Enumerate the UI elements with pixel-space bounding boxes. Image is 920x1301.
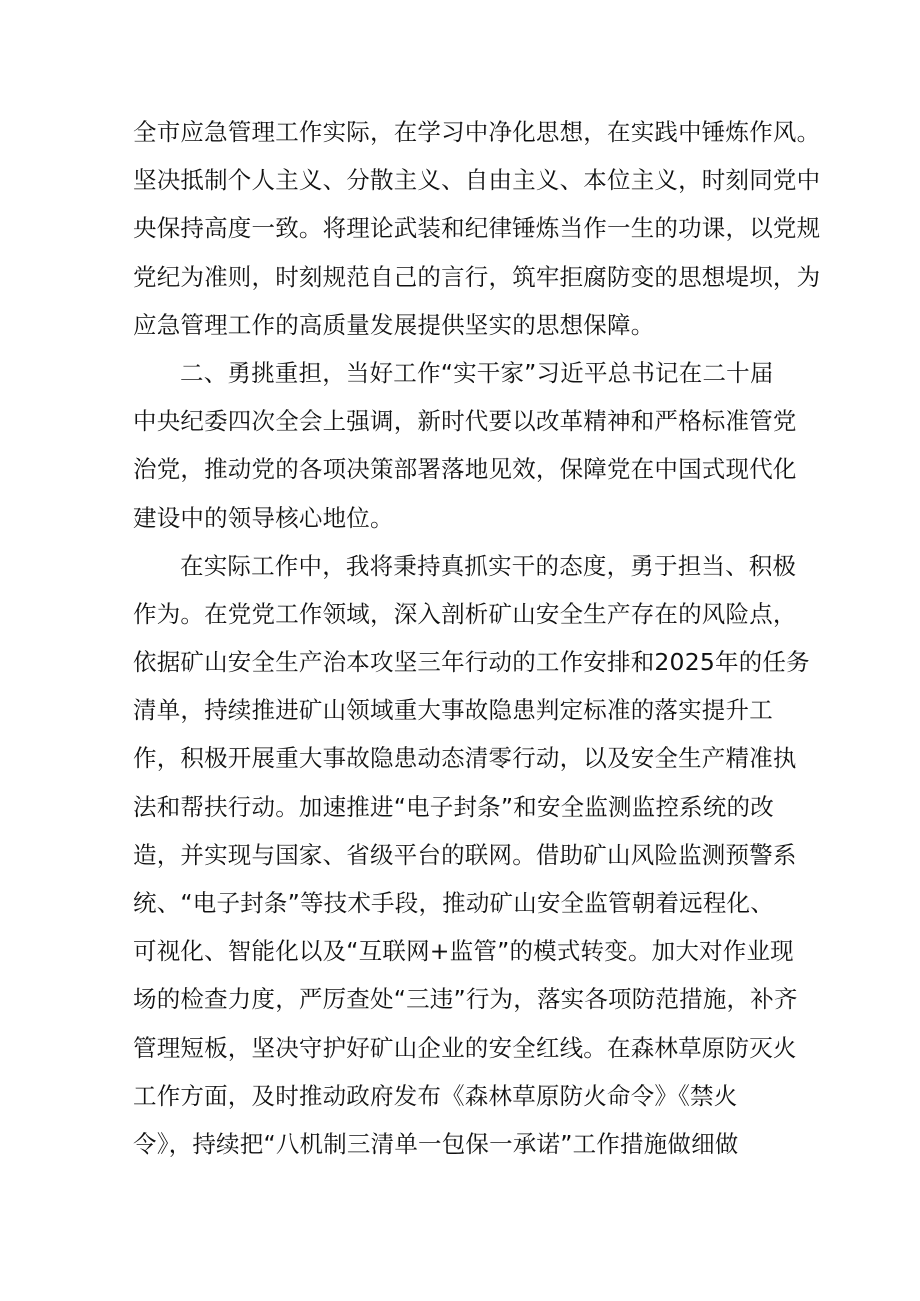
text-line: 场的检查力度，严厉查处“三违”行为，落实各项防范措施，补齐 — [133, 985, 798, 1014]
section-heading-line: 二、勇挑重担，当好工作“实干家”习近平总书记在二十届 — [180, 358, 774, 387]
paragraph-start-line: 在实际工作中，我将秉持真抓实干的态度，勇于担当、积极 — [180, 551, 797, 580]
text-line: 工作方面，及时推动政府发布《森林草原防火命令》《禁火 — [133, 1081, 738, 1110]
text-line: 中央纪委四次全会上强调，新时代要以改革精神和严格标准管党 — [133, 407, 797, 436]
text-line: 治党，推动党的各项决策部署落地见效，保障党在中国式现代化 — [133, 455, 797, 484]
text-line: 清单，持续推进矿山领域重大事故隐患判定标准的落实提升工 — [133, 696, 773, 725]
text-line: 管理短板，坚决守护好矿山企业的安全红线。在森林草原防灭火 — [133, 1033, 797, 1062]
text-line: 应急管理工作的高质量发展提供坚实的思想保障。 — [133, 310, 655, 339]
body-text — [133, 108, 821, 1168]
text-line: 坚决抵制个人主义、分散主义、自由主义、本位主义，时刻同党中 — [133, 166, 821, 195]
text-line: 统、“电子封条”等技术手段，推动矿山安全监管朝着远程化、 — [133, 889, 774, 917]
text-line: 造，并实现与国家、省级平台的联网。借助矿山风险监测预警系 — [133, 840, 797, 869]
text-line: 法和帮扶行动。加速推进“电子封条”和安全监测监控系统的改 — [133, 792, 774, 821]
text-line: 建设中的领导核心地位。 — [133, 503, 394, 532]
text-line: 可视化、智能化以及“互联网+监管”的模式转变。加大对作业现 — [133, 937, 794, 966]
text-line: 依据矿山安全生产治本攻坚三年行动的工作安排和2025年的任务 — [133, 648, 810, 677]
text-line: 全市应急管理工作实际，在学习中净化思想，在实践中锤炼作风。 — [133, 118, 821, 146]
text-line: 党纪为准则，时刻规范自己的言行，筑牢拒腐防变的思想堤坝，为 — [133, 262, 821, 291]
text-line: 作，积极开展重大事故隐患动态清零行动，以及安全生产精准执 — [133, 744, 797, 773]
text-line: 作为。在党党工作领域，深入剖析矿山安全生产存在的风险点， — [133, 599, 797, 628]
text-line: 令》，持续把“八机制三清单一包保一承诺”工作措施做细做 — [133, 1129, 739, 1158]
text-line: 央保持高度一致。将理论武装和纪律锤炼当作一生的功课，以党规 — [133, 214, 821, 243]
